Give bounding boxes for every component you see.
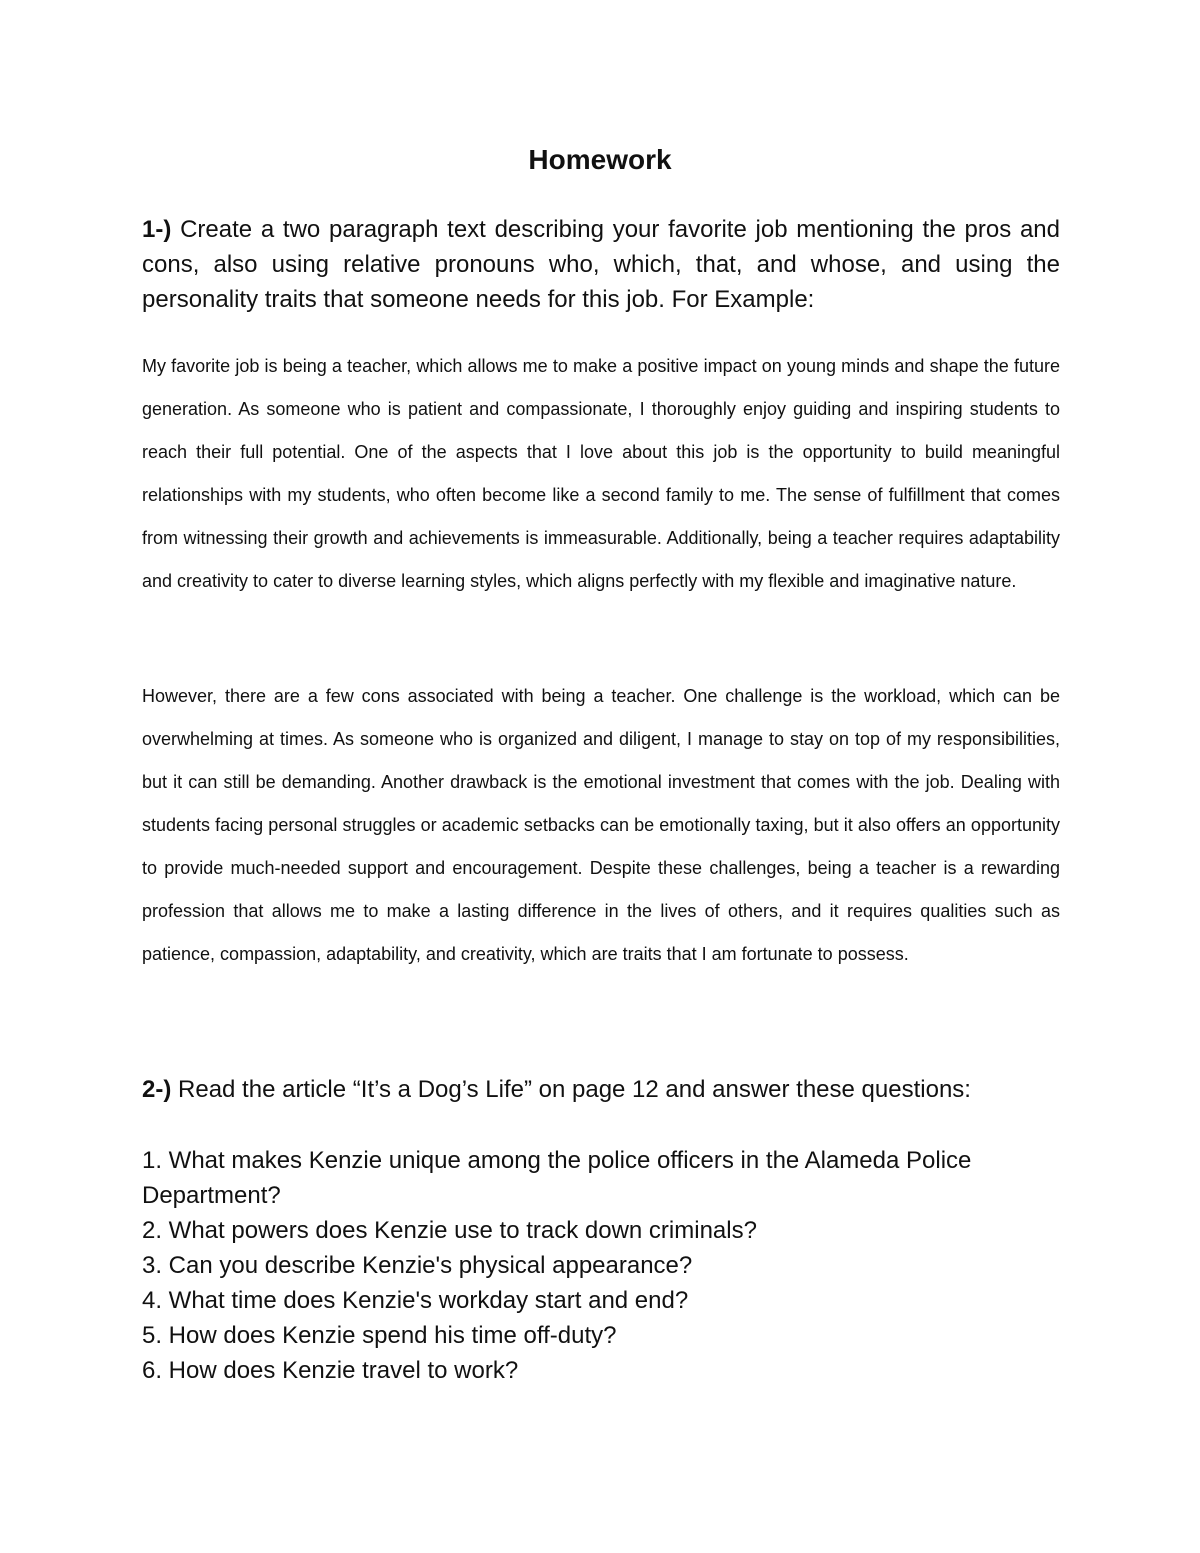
list-item: 4. What time does Kenzie's workday start and end? (142, 1287, 689, 1314)
question-list (142, 1143, 1060, 1388)
example-paragraph-pros: My favorite job is being a teacher, which allows me to make a positive impact on young minds and shape the future generation. As someone who is patient and compassionate, I thoroughly enjoy guiding and inspiring students to reach their full potential. One of the aspects that I love about this job is the opportunity to build meaningful relationships with my students, who often become like a second family to me. The sense of fulfillment that comes from witnessing their growth and achievements is immeasurable. Additionally, being a teacher requires adaptability and creativity to cater to diverse learning styles, which aligns perfectly with my flexible and imaginative nature. (142, 356, 1060, 591)
list-item: 1. What makes Kenzie unique among the police officers in the Alameda Police Department? (142, 1147, 972, 1209)
question-1-number: 1-) (142, 216, 172, 243)
question-2-prompt (142, 1072, 1060, 1107)
list-item: 2. What powers does Kenzie use to track down criminals? (142, 1217, 757, 1244)
question-1-text: Create a two paragraph text describing your favorite job mentioning the pros and cons, also using relative pronouns who, which, that, and whose, and using the personality traits that someone needs for this job. For Example: (142, 216, 1060, 313)
list-item: 6. How does Kenzie travel to work? (142, 1357, 519, 1384)
question-1-prompt (142, 212, 1060, 317)
list-item: 5. How does Kenzie spend his time off-duty? (142, 1322, 617, 1349)
example-paragraph-cons: However, there are a few cons associated with being a teacher. One challenge is the workload, which can be overwhelming at times. As someone who is organized and diligent, I manage to stay on top of my responsibilities, but it can still be demanding. Another drawback is the emotional investment that comes with the job. Dealing with students facing personal struggles or academic setbacks can be emotionally taxing, but it also offers an opportunity to provide much-needed support and encouragement. Despite these challenges, being a teacher is a rewarding profession that allows me to make a lasting difference in the lives of others, and it requires qualities such as patience, compassion, adaptability, and creativity, which are traits that I am fortunate to possess. (142, 686, 1060, 964)
page-title: Homework (528, 144, 672, 175)
question-2-text: Read the article “It’s a Dog’s Life” on page 12 and answer these questions: (178, 1076, 971, 1103)
list-item: 3. Can you describe Kenzie's physical appearance? (142, 1252, 693, 1279)
question-2-number: 2-) (142, 1076, 172, 1103)
